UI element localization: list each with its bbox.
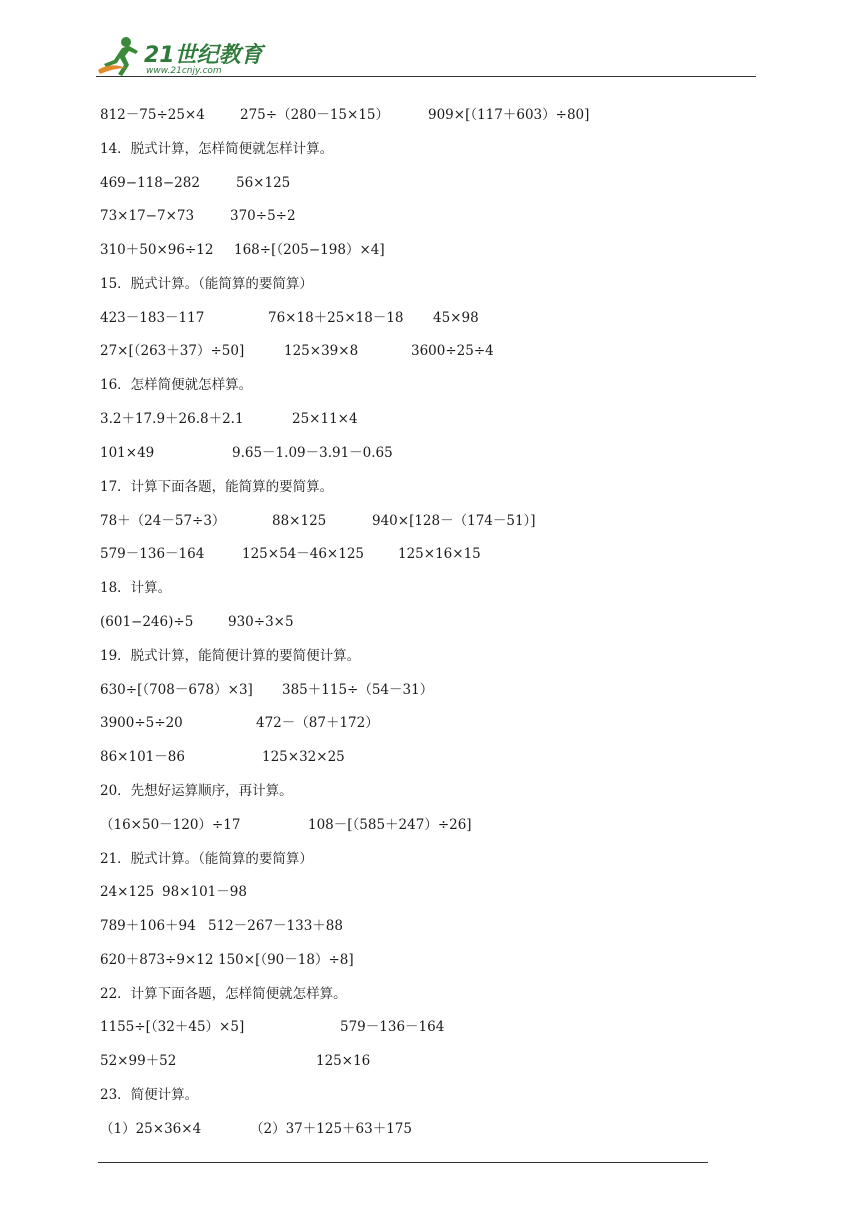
runner-icon bbox=[96, 34, 142, 78]
expression: 108－[（585＋247）÷26] bbox=[308, 817, 472, 833]
expression: 25×11×4 bbox=[292, 411, 358, 427]
expression: 101×49 bbox=[100, 445, 155, 461]
question-21-title: 21．脱式计算。（能简算的要简算） bbox=[100, 851, 313, 867]
expression: 385＋115÷（54－31） bbox=[282, 682, 434, 698]
expression: 472－（87＋172） bbox=[256, 715, 379, 731]
expression: 789＋106＋94 bbox=[100, 918, 196, 934]
expression: 620＋873÷9×12 bbox=[100, 952, 214, 968]
question-22-title: 22．计算下面各题，怎样简便就怎样算。 bbox=[100, 986, 347, 1002]
expression: 150×[（90－18）÷8] bbox=[218, 952, 354, 968]
expression: 930÷3×5 bbox=[228, 614, 294, 630]
expression: 86×101－86 bbox=[100, 749, 185, 765]
expression: (601−246)÷5 bbox=[100, 614, 194, 630]
expression: （16×50－120）÷17 bbox=[100, 817, 241, 833]
expression: 512－267－133＋88 bbox=[208, 918, 343, 934]
expression: 125×54－46×125 bbox=[242, 546, 365, 562]
expression: 76×18＋25×18－18 bbox=[268, 310, 404, 326]
logo bbox=[96, 34, 263, 78]
expression: 24×125 bbox=[100, 884, 155, 900]
expression: 98×101－98 bbox=[162, 884, 247, 900]
expression: 275÷（280－15×15） bbox=[240, 107, 390, 123]
expression: 168÷[（205−198）×4] bbox=[234, 242, 385, 258]
expression: 73×17−7×73 bbox=[100, 208, 195, 224]
expression: （1）25×36×4 bbox=[100, 1121, 202, 1137]
expression: 370÷5÷2 bbox=[230, 208, 296, 224]
expression: 45×98 bbox=[433, 310, 479, 326]
header-divider bbox=[96, 76, 756, 77]
expression: 125×16×15 bbox=[398, 546, 481, 562]
question-20-title: 20．先想好运算顺序，再计算。 bbox=[100, 783, 293, 799]
expression: 78＋（24－57÷3） bbox=[100, 513, 226, 529]
expression: 3600÷25÷4 bbox=[411, 343, 494, 359]
expression: 52×99＋52 bbox=[100, 1053, 177, 1069]
expression: 579－136－164 bbox=[340, 1019, 445, 1035]
expression: 9.65－1.09－3.91－0.65 bbox=[232, 445, 393, 461]
question-18-title: 18．计算。 bbox=[100, 580, 172, 596]
question-14-title: 14．脱式计算，怎样简便就怎样计算。 bbox=[100, 141, 334, 157]
expression: 579－136－164 bbox=[100, 546, 205, 562]
expression: 940×[128－（174－51）] bbox=[372, 513, 536, 529]
expression: 1155÷[（32＋45）×5] bbox=[100, 1019, 245, 1035]
expression: 125×32×25 bbox=[262, 749, 345, 765]
expression: 630÷[（708－678）×3] bbox=[100, 682, 253, 698]
expression: 3.2＋17.9＋26.8＋2.1 bbox=[100, 411, 244, 427]
expression: 125×16 bbox=[316, 1053, 371, 1069]
logo-text: 21世纪教育 bbox=[144, 43, 263, 68]
expression: 125×39×8 bbox=[284, 343, 359, 359]
expression: 909×[（117＋603）÷80] bbox=[428, 107, 590, 123]
question-16-title: 16．怎样简便就怎样算。 bbox=[100, 377, 253, 393]
expression: 310＋50×96÷12 bbox=[100, 242, 214, 258]
expression: 88×125 bbox=[272, 513, 327, 529]
expression: 812－75÷25×4 bbox=[100, 107, 205, 123]
question-17-title: 17．计算下面各题，能简算的要简算。 bbox=[100, 479, 334, 495]
expression: 3900÷5÷20 bbox=[100, 715, 183, 731]
expression: 423－183－117 bbox=[100, 310, 205, 326]
expression: 56×125 bbox=[236, 175, 291, 191]
question-15-title: 15．脱式计算。（能简算的要简算） bbox=[100, 276, 313, 292]
expression: 469−118−282 bbox=[100, 175, 200, 191]
expression: 27×[（263＋37）÷50] bbox=[100, 343, 245, 359]
footer-divider bbox=[98, 1162, 708, 1163]
logo-url: www.21cnjy.com bbox=[146, 66, 222, 76]
question-23-title: 23．简便计算。 bbox=[100, 1087, 199, 1103]
question-19-title: 19．脱式计算，能简便计算的要简便计算。 bbox=[100, 648, 361, 664]
expression: （2）37＋125＋63＋175 bbox=[250, 1121, 412, 1137]
